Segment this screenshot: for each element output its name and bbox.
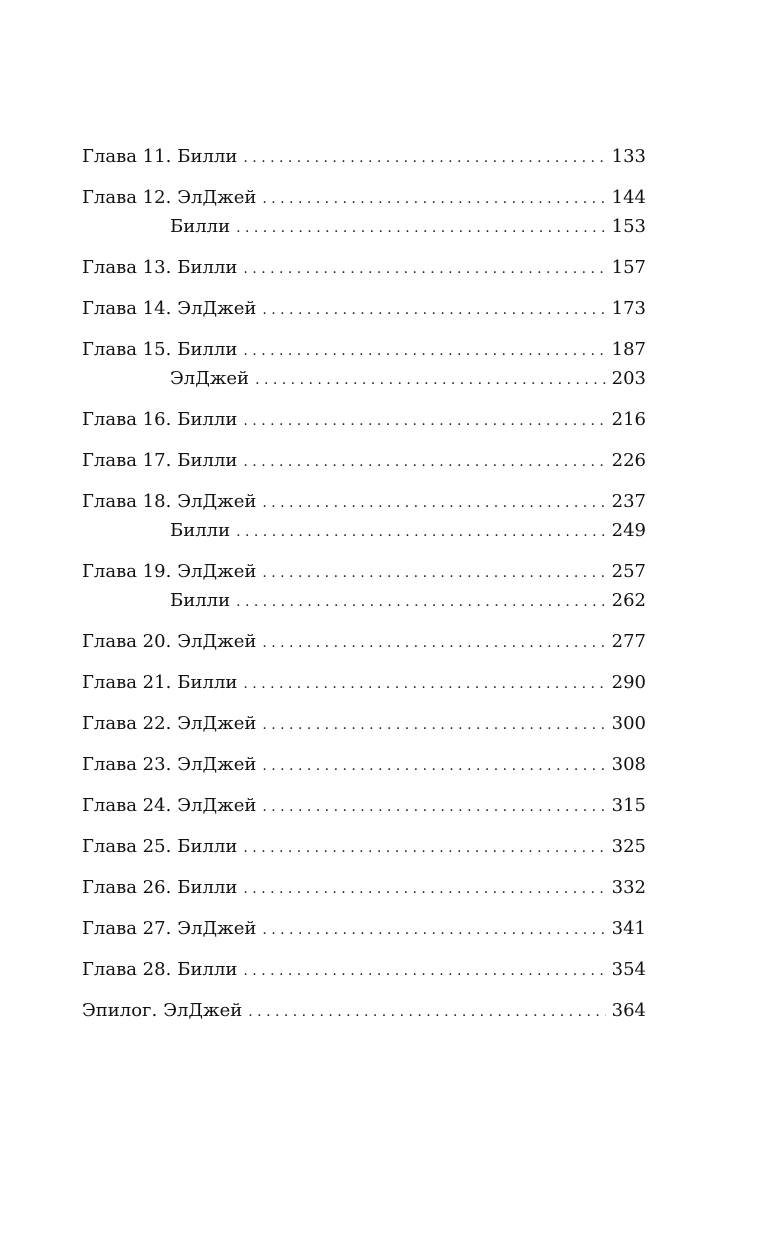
toc-entry	[82, 335, 646, 364]
toc-chapter-label: Глава 28.	[82, 959, 172, 980]
dot-leader	[262, 559, 605, 588]
toc-entry	[82, 142, 646, 171]
dot-leader	[262, 752, 605, 781]
toc-page-number: 133	[611, 146, 646, 167]
toc-chapter-label: Глава 20.	[82, 631, 172, 652]
toc-page-number: 354	[611, 959, 646, 980]
toc-entry-title: ЭлДжей	[177, 187, 257, 208]
toc-entry	[82, 253, 646, 282]
dot-leader	[243, 834, 605, 863]
dot-leader	[243, 144, 605, 173]
toc-chapter-label: Глава 17.	[82, 450, 172, 471]
dot-leader	[236, 214, 606, 243]
toc-entry	[82, 183, 646, 212]
toc-entry-title: ЭлДжей	[170, 368, 250, 389]
toc-chapter-group	[82, 832, 646, 861]
toc-entry-title: Билли	[177, 450, 238, 471]
toc-entry	[82, 487, 646, 516]
toc-entry	[82, 627, 646, 656]
dot-leader	[243, 957, 605, 986]
dot-leader	[255, 366, 606, 395]
toc-chapter-label: Глава 27.	[82, 918, 172, 939]
toc-chapter-group	[82, 253, 646, 282]
toc-chapter-group	[82, 873, 646, 902]
toc-entry	[82, 212, 646, 241]
toc-chapter-label: Эпилог.	[82, 1000, 158, 1021]
toc-entry-title: ЭлДжей	[177, 795, 257, 816]
toc-page-number: 187	[611, 339, 646, 360]
toc-entry	[82, 955, 646, 984]
toc-page-number: 257	[611, 561, 646, 582]
toc-entry-title: ЭлДжей	[177, 561, 257, 582]
toc-chapter-label: Глава 12.	[82, 187, 172, 208]
toc-chapter-label: Глава 13.	[82, 257, 172, 278]
toc-chapter-group	[82, 557, 646, 615]
dot-leader	[262, 916, 605, 945]
toc-chapter-group	[82, 335, 646, 393]
toc-entry-title: Билли	[177, 836, 238, 857]
toc-entry	[82, 364, 646, 393]
toc-entry-title: ЭлДжей	[177, 298, 257, 319]
toc-page-number: 308	[611, 754, 646, 775]
toc-chapter-group	[82, 750, 646, 779]
toc-chapter-group	[82, 709, 646, 738]
toc-page-number: 237	[611, 491, 646, 512]
toc-chapter-group	[82, 405, 646, 434]
dot-leader	[243, 670, 605, 699]
dot-leader	[248, 998, 605, 1027]
toc-chapter-group	[82, 487, 646, 545]
dot-leader	[243, 255, 605, 284]
toc-chapter-label: Глава 15.	[82, 339, 172, 360]
toc-entry-title: ЭлДжей	[177, 491, 257, 512]
toc-chapter-label: Глава 16.	[82, 409, 172, 430]
toc-page-number: 332	[611, 877, 646, 898]
dot-leader	[262, 185, 605, 214]
table-of-contents	[82, 142, 646, 1037]
toc-chapter-label: Глава 23.	[82, 754, 172, 775]
toc-entry-title: Билли	[177, 257, 238, 278]
toc-page-number: 341	[611, 918, 646, 939]
dot-leader	[262, 711, 605, 740]
toc-page-number: 173	[611, 298, 646, 319]
toc-entry	[82, 294, 646, 323]
dot-leader	[243, 448, 605, 477]
toc-page-number: 300	[611, 713, 646, 734]
toc-page-number: 315	[611, 795, 646, 816]
toc-entry	[82, 996, 646, 1025]
toc-chapter-label: Глава 22.	[82, 713, 172, 734]
dot-leader	[236, 588, 606, 617]
dot-leader	[262, 629, 605, 658]
toc-chapter-label: Глава 14.	[82, 298, 172, 319]
toc-page-number: 249	[611, 520, 646, 541]
toc-entry-title: Билли	[177, 877, 238, 898]
toc-entry-title: ЭлДжей	[177, 754, 257, 775]
toc-page-number: 277	[611, 631, 646, 652]
toc-entry	[82, 750, 646, 779]
toc-entry	[82, 709, 646, 738]
toc-chapter-group	[82, 996, 646, 1025]
toc-chapter-label: Глава 21.	[82, 672, 172, 693]
toc-page-number: 216	[611, 409, 646, 430]
toc-entry	[82, 557, 646, 586]
dot-leader	[262, 296, 605, 325]
toc-chapter-group	[82, 627, 646, 656]
toc-page-number: 364	[611, 1000, 646, 1021]
toc-entry	[82, 791, 646, 820]
toc-chapter-group	[82, 446, 646, 475]
toc-entry	[82, 832, 646, 861]
toc-page-number: 144	[611, 187, 646, 208]
toc-entry	[82, 668, 646, 697]
toc-entry-title: ЭлДжей	[163, 1000, 243, 1021]
toc-entry-title: Билли	[170, 216, 231, 237]
dot-leader	[243, 875, 605, 904]
toc-page-number: 226	[611, 450, 646, 471]
toc-chapter-group	[82, 914, 646, 943]
toc-entry	[82, 405, 646, 434]
toc-entry	[82, 446, 646, 475]
toc-entry-title: Билли	[170, 590, 231, 611]
toc-chapter-label: Глава 18.	[82, 491, 172, 512]
toc-entry	[82, 873, 646, 902]
toc-entry-title: Билли	[177, 146, 238, 167]
toc-page-number: 325	[611, 836, 646, 857]
toc-chapter-group	[82, 668, 646, 697]
toc-page-number: 153	[611, 216, 646, 237]
toc-entry-title: ЭлДжей	[177, 631, 257, 652]
toc-chapter-group	[82, 955, 646, 984]
dot-leader	[236, 518, 606, 547]
dot-leader	[262, 793, 605, 822]
toc-chapter-label: Глава 11.	[82, 146, 172, 167]
toc-entry	[82, 586, 646, 615]
toc-chapter-label: Глава 19.	[82, 561, 172, 582]
toc-page-number: 203	[611, 368, 646, 389]
toc-entry	[82, 516, 646, 545]
toc-entry-title: Билли	[170, 520, 231, 541]
toc-entry-title: Билли	[177, 672, 238, 693]
toc-chapter-label: Глава 25.	[82, 836, 172, 857]
toc-chapter-group	[82, 142, 646, 171]
toc-chapter-label: Глава 26.	[82, 877, 172, 898]
toc-entry-title: ЭлДжей	[177, 918, 257, 939]
toc-chapter-group	[82, 791, 646, 820]
toc-entry	[82, 914, 646, 943]
toc-page-number: 290	[611, 672, 646, 693]
dot-leader	[262, 489, 605, 518]
toc-entry-title: ЭлДжей	[177, 713, 257, 734]
toc-entry-title: Билли	[177, 959, 238, 980]
toc-chapter-group	[82, 183, 646, 241]
dot-leader	[243, 337, 605, 366]
toc-chapter-group	[82, 294, 646, 323]
toc-page-number: 262	[611, 590, 646, 611]
toc-page-number: 157	[611, 257, 646, 278]
dot-leader	[243, 407, 605, 436]
toc-entry-title: Билли	[177, 409, 238, 430]
toc-entry-title: Билли	[177, 339, 238, 360]
toc-chapter-label: Глава 24.	[82, 795, 172, 816]
